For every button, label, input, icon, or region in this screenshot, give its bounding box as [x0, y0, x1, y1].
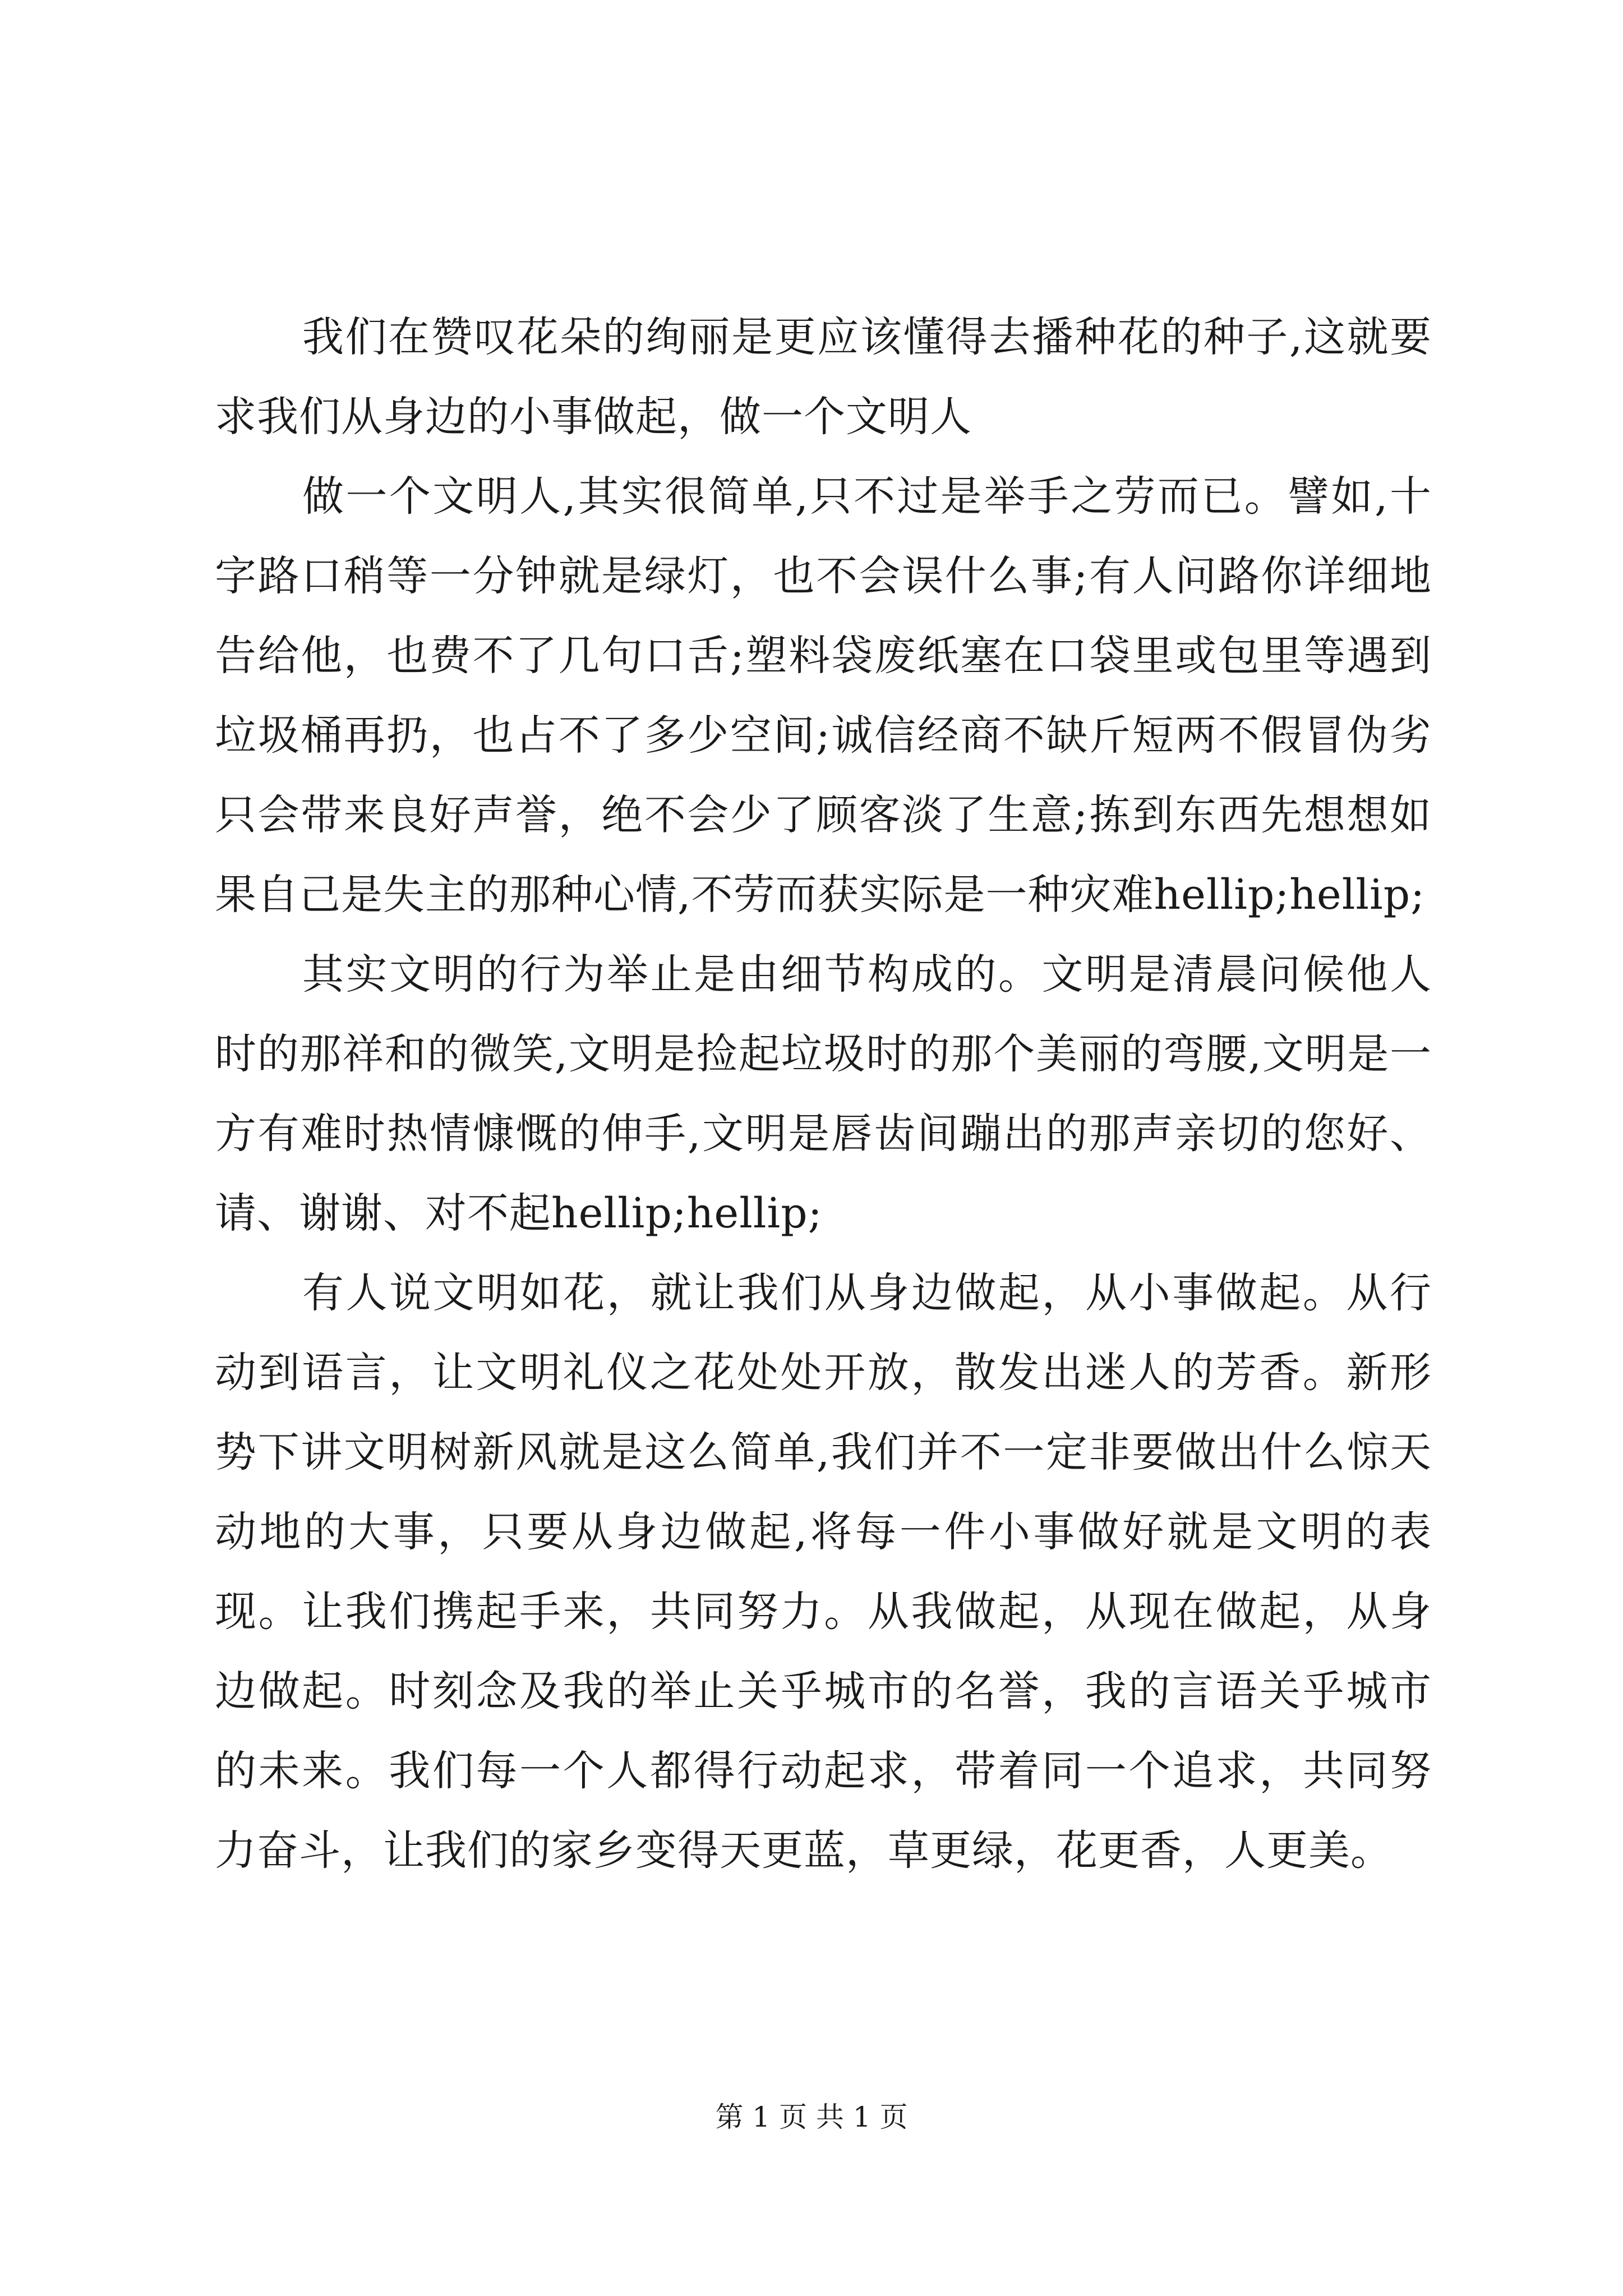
- paragraph-2: 做一个文明人,其实很简单,只不过是举手之劳而已。譬如,十字路口稍等一分钟就是绿灯，也不会误什么事;有人问路你详细地告给他，也费不了几句口舌;塑料袋废纸塞在口袋里或包里等遇到垃圾桶再扔，也占不了多少空间;诚信经商不缺斤短两不假冒伪劣只会带来良好声誉，绝不会少了顾客淡了生意;拣到东西先想想如果自己是失主的那种心情,不劳而获实际是一种灾难hellip;hellip;: [215, 472, 1432, 919]
- page-number-footer: 第 1 页 共 1 页: [715, 2101, 908, 2133]
- document-body: [215, 297, 1432, 1890]
- paragraph-1: 我们在赞叹花朵的绚丽是更应该懂得去播种花的种子,这就要求我们从身边的小事做起，做一个文明人: [215, 313, 1432, 441]
- paragraph-4: 有人说文明如花，就让我们从身边做起，从小事做起。从行动到语言，让文明礼仪之花处处开放，散发出迷人的芳香。新形势下讲文明树新风就是这么简单,我们并不一定非要做出什么惊天动地的大事，只要从身边做起,将每一件小事做好就是文明的表现。让我们携起手来，共同努力。从我做起，从现在做起，从身边做起。时刻念及我的举止关乎城市的名誉，我的言语关乎城市的未来。我们每一个人都得行动起求，带着同一个追求，共同努力奋斗，让我们的家乡变得天更蓝，草更绿，花更香，人更美。: [215, 1269, 1432, 1875]
- paragraph-3: 其实文明的行为举止是由细节构成的。文明是清晨问候他人时的那祥和的微笑,文明是捡起垃圾时的那个美丽的弯腰,文明是一方有难时热情慷慨的伸手,文明是唇齿间蹦出的那声亲切的您好、请、谢谢、对不起hellip;hellip;: [215, 950, 1432, 1237]
